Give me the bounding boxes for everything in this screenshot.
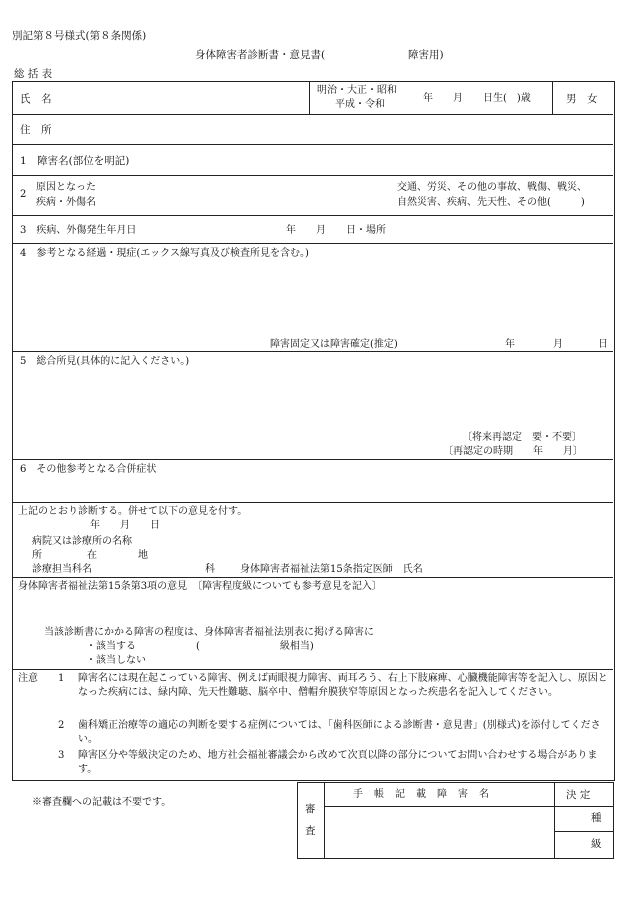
address-char-2: 在 bbox=[87, 550, 97, 561]
onset-date: 年 月 日・場所 bbox=[286, 225, 386, 236]
review-label-2: 査 bbox=[305, 825, 316, 837]
onset-date-label: 3 疾病、外傷発生年月日 bbox=[20, 225, 137, 236]
section-title: 総 括 表 bbox=[14, 68, 53, 80]
fixed-date-label: 障害固定又は障害確定(推定) bbox=[270, 339, 398, 350]
dept-suffix: 科 bbox=[205, 564, 215, 575]
recert-field: 〔将来再認定 要・不要〕 bbox=[462, 432, 582, 443]
review-note: ※審査欄への記載は不要です。 bbox=[32, 797, 172, 808]
opinion-applies: ・該当する ( 級相当) bbox=[86, 641, 314, 652]
note-1: 障害名には現在起こっている障害、例えば両眼視力障害、両耳ろう、右上下肢麻痺、心臓機能障害等を記入し、原因となった疾病には、緑内障、先天性難聴、脳卒中、僧帽弁膜狭窄等原因となった疾患名を記入してください。 bbox=[78, 673, 608, 698]
diagnosis-statement: 上記のとおり診断する。併せて以下の意見を付す。 bbox=[18, 506, 248, 517]
form-title: 身体障害者診断書・意見書( bbox=[195, 49, 326, 61]
hospital-label: 病院又は診療所の名称 bbox=[32, 536, 132, 547]
overall-findings-label: 5 総合所見(具体的に記入ください。) bbox=[20, 356, 190, 367]
notes-label: 注意 bbox=[18, 673, 38, 684]
fixed-month: 月 bbox=[553, 339, 563, 350]
decision-header: 決 定 bbox=[566, 789, 591, 801]
review-label-1: 審 bbox=[305, 803, 316, 815]
grade-label: 級 bbox=[591, 838, 602, 850]
fixed-year: 年 bbox=[505, 339, 515, 350]
recert-time-field: 〔再認定の時期 年 月〕 bbox=[443, 446, 583, 457]
note1-num: 1 bbox=[58, 673, 65, 684]
name-label: 氏 名 bbox=[20, 93, 52, 105]
cause-label-1: 原因となった bbox=[36, 182, 96, 193]
fixed-day: 日 bbox=[598, 339, 608, 350]
address-label: 住 所 bbox=[20, 124, 52, 136]
diagnosis-date: 年 月 日 bbox=[90, 520, 160, 531]
disability-name-label: 1 障害名(部位を明記) bbox=[20, 155, 130, 167]
sex-field[interactable]: 男 女 bbox=[566, 93, 598, 105]
form-title-suffix: 障害用) bbox=[408, 49, 444, 61]
note2-num: 2 bbox=[58, 720, 65, 731]
form-number: 別記第８号様式(第８条関係) bbox=[12, 30, 147, 42]
birth-date: 年 月 日生( )歳 bbox=[423, 93, 531, 104]
opinion-label: 身体障害者福祉法第15条第3項の意見 〔障害程度級についても参考意見を記入〕 bbox=[18, 581, 382, 592]
cause-options-1: 交通、労災、その他の事故、戦傷、戦災、 bbox=[397, 182, 587, 193]
note3-num: 3 bbox=[58, 750, 65, 761]
cause-options-2: 自然災害、疾病、先天性、その他( ) bbox=[397, 197, 585, 208]
note-3: 障害区分や等級決定のため、地方社会福祉審議会から改めて次頁以降の部分についてお問い合わせする場合があります。 bbox=[78, 750, 598, 775]
address-char-3: 地 bbox=[138, 550, 148, 561]
designated-doctor-label: 身体障害者福祉法第15条指定医師 氏名 bbox=[240, 564, 423, 575]
opinion-not-applies: ・該当しない bbox=[86, 655, 146, 666]
opinion-text: 当該診断書にかかる障害の程度は、身体障害者福祉法別表に掲げる障害に bbox=[44, 627, 374, 638]
note-2: 歯科矯正治療等の適応の判断を要する症例については、「歯科医師による診断書・意見書」(別様式)を添付してください。 bbox=[78, 720, 601, 745]
complication-label: 6 その他参考となる合併症状 bbox=[20, 464, 157, 475]
type-label: 種 bbox=[591, 812, 602, 824]
row2-num: 2 bbox=[20, 189, 27, 200]
doctor-dept-label: 診療担当科名 bbox=[32, 564, 92, 575]
era-line2: 平成・令和 bbox=[335, 99, 385, 110]
handbook-disability-header: 手帳記載障害名 bbox=[353, 789, 500, 800]
era-line1: 明治・大正・昭和 bbox=[317, 85, 397, 96]
address-char-1: 所 bbox=[32, 550, 42, 561]
cause-label-2: 疾病・外傷名 bbox=[36, 197, 96, 208]
progress-label: 4 参考となる経過・現症(エックス線写真及び検査所見を含む。) bbox=[20, 248, 309, 259]
